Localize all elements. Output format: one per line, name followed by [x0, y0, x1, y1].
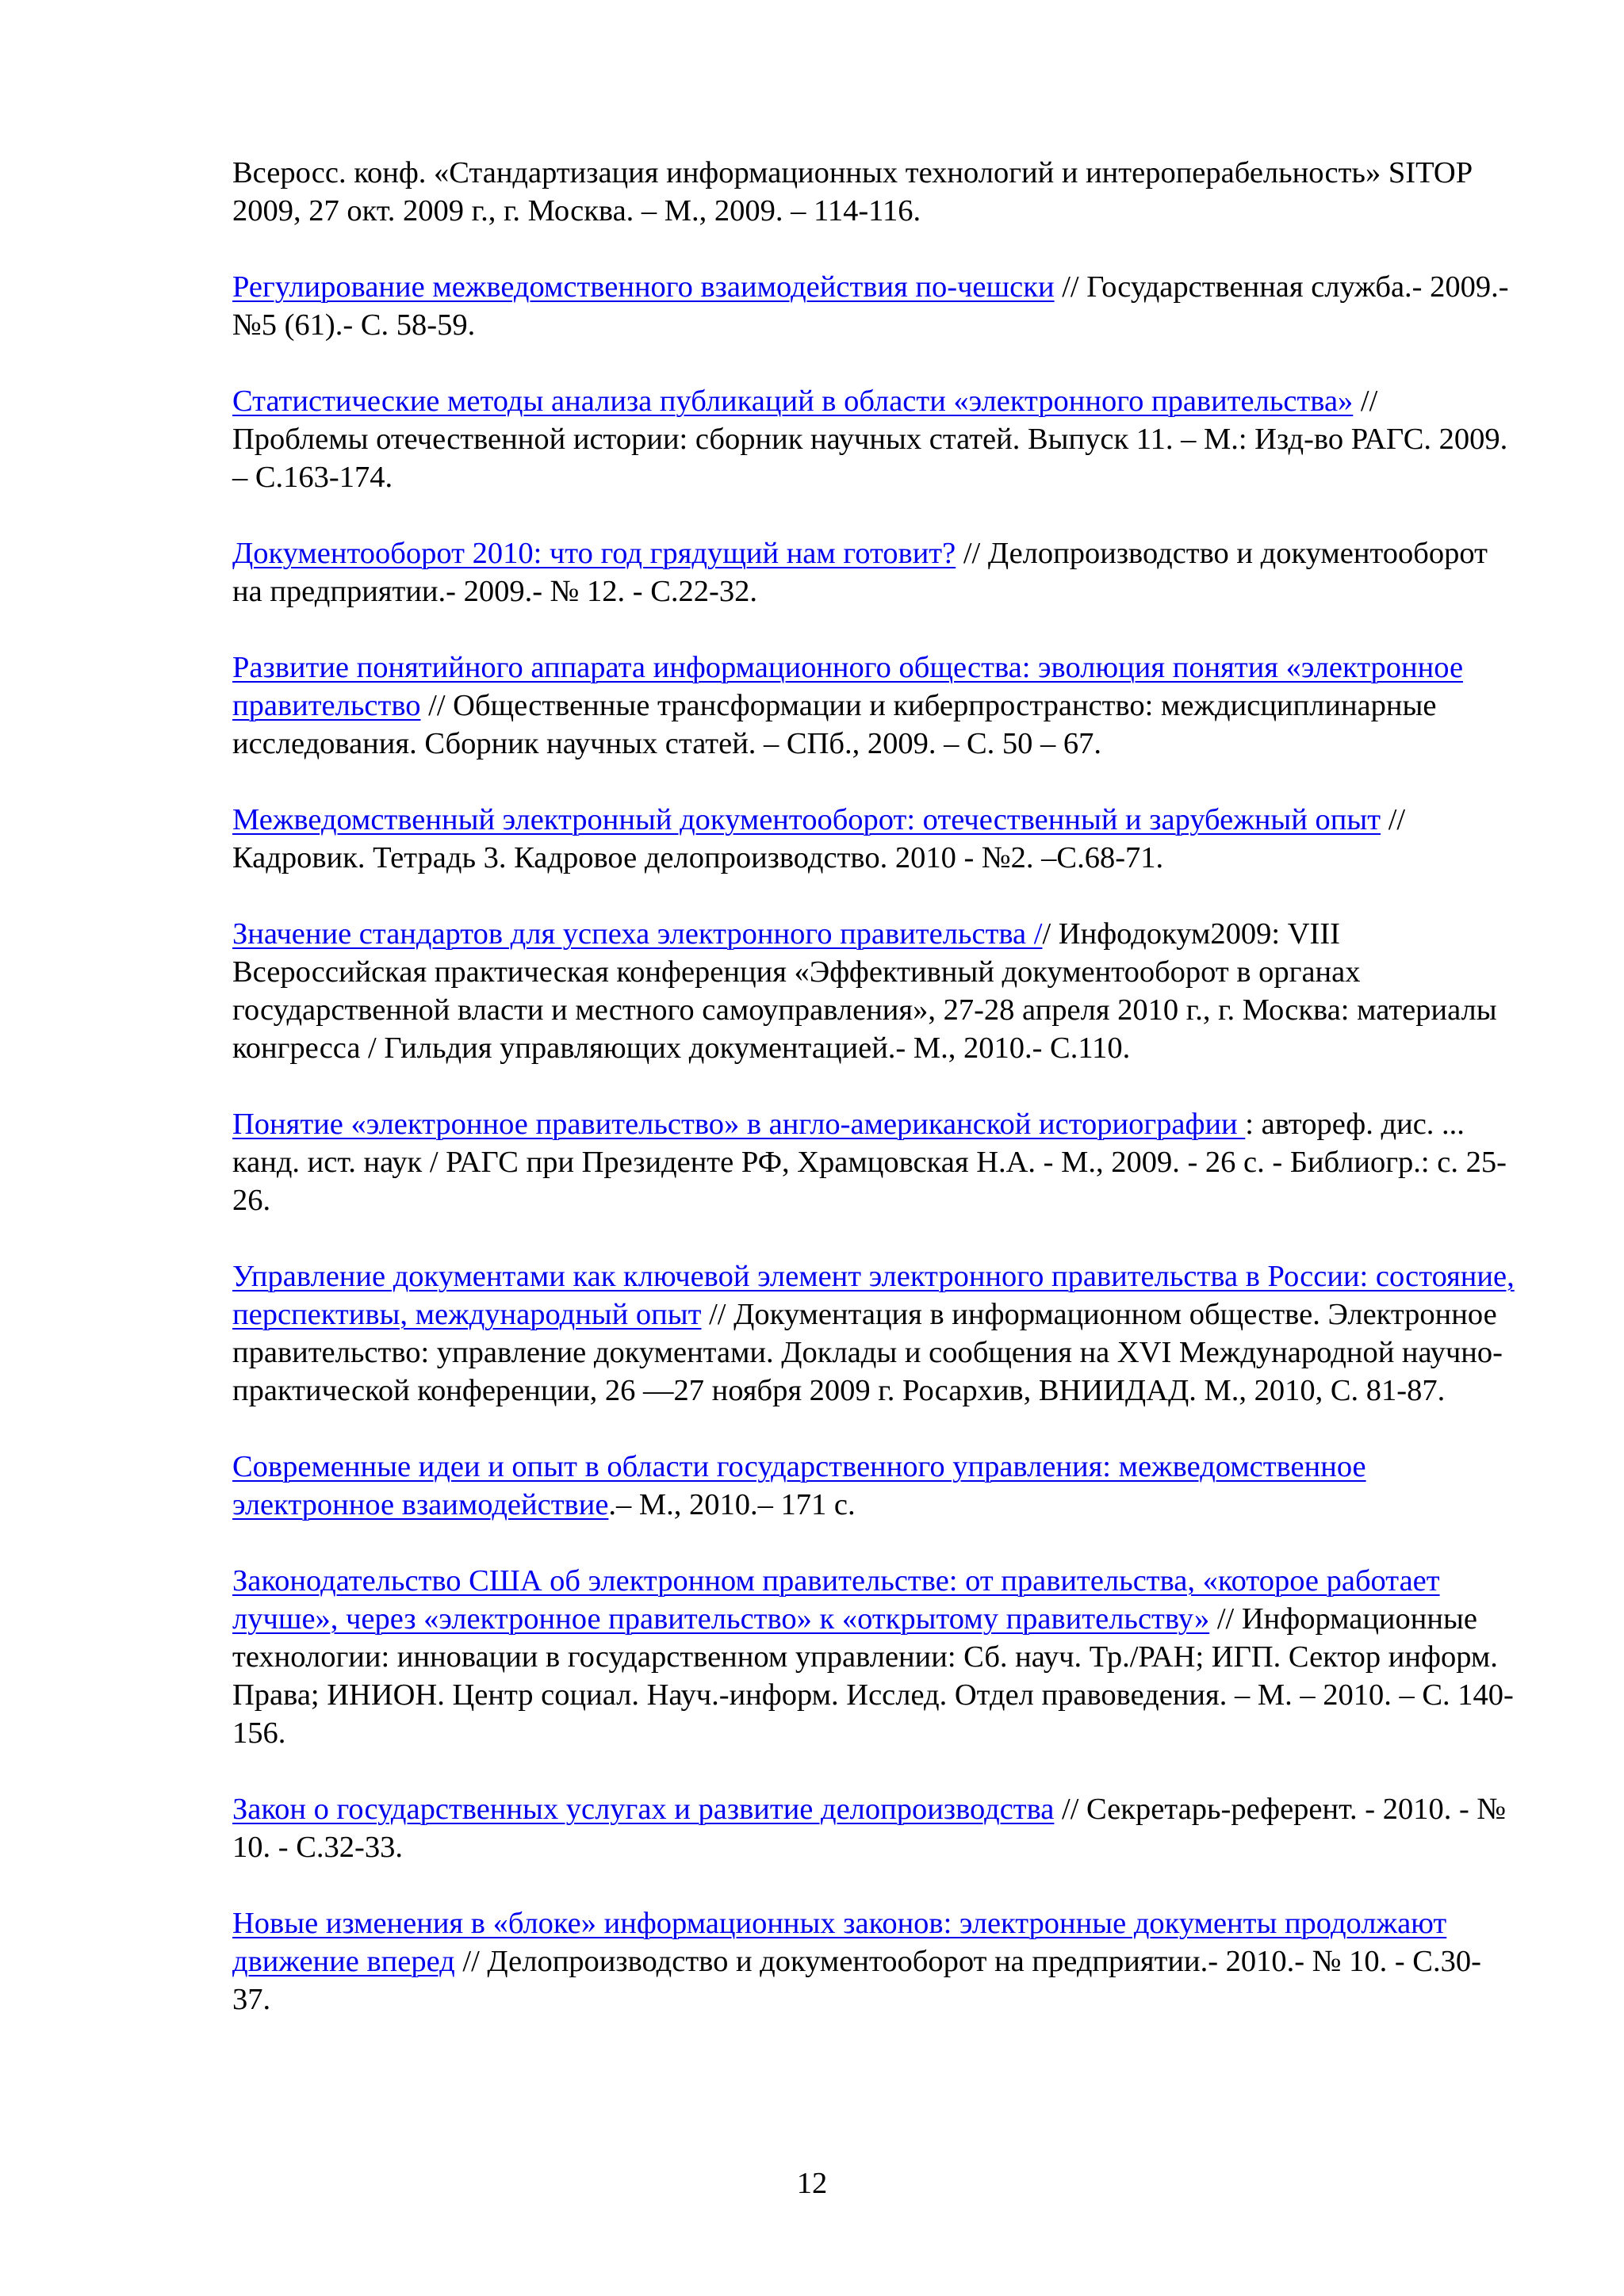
bibliography-entry: [232, 534, 1517, 610]
entry-citation: : автореф. дис. ... канд. ист. наук / РАГС при Президенте РФ, Храмцовская Н.А. - М., 2009. - 26 с. - Библиогр.: с. 25-26.: [232, 1108, 1507, 1217]
bibliography-entry: [232, 649, 1517, 763]
entry-citation: // Государственная служба.- 2009.- №5 (61).- С. 58-59.: [232, 270, 1509, 342]
entry-citation: // Делопроизводство и документооборот на предприятии.- 2010.- № 10. - С.30-37.: [232, 1945, 1481, 2016]
entry-link[interactable]: Документооборот 2010: что год грядущий нам готовит?: [232, 537, 956, 570]
bibliography-entry: [232, 801, 1517, 877]
bibliography-entry: [232, 1257, 1517, 1410]
bibliography-entry: [232, 1562, 1517, 1752]
bibliography-entry: [232, 1105, 1517, 1219]
bibliography-entry: [232, 382, 1517, 496]
entry-citation: // Информационные технологии: инновации в государственном управлении: Сб. науч. Тр./РАН; ИГП. Сектор информ. Права; ИНИОН. Центр социал. Науч.-информ. Исслед. Отдел правоведения. – М. – 2010. – С. 140-156.: [232, 1602, 1514, 1750]
entry-link[interactable]: Понятие «электронное правительство» в англо-американской историографии: [232, 1108, 1246, 1141]
entry-citation: // Проблемы отечественной истории: сборник научных статей. Выпуск 11. – М.: Изд-во РАГС. 2009. – С.163-174.: [232, 385, 1508, 494]
entry-citation: .– М., 2010.– 171 с.: [608, 1488, 856, 1521]
entry-link[interactable]: Значение стандартов для успеха электронного правительства /: [232, 917, 1043, 951]
entry-citation: // Делопроизводство и документооборот на предприятии.- 2009.- № 12. - С.22-32.: [232, 537, 1488, 608]
entry-link[interactable]: Закон о государственных услугах и развитие делопроизводства: [232, 1793, 1055, 1826]
bibliography-entry: [232, 268, 1517, 344]
entry-citation: // Секретарь-референт. - 2010. - № 10. - С.32-33.: [232, 1793, 1507, 1864]
entry-citation: / Инфодокум2009: VIII Всероссийская практическая конференция «Эффективный документооборот в органах государственной власти и местного самоуправления», 27-28 апреля 2010 г., г. Москва: материалы конгресса / Гильдия управляющих документацией.- М., 2010.- С.110.: [232, 917, 1497, 1065]
entry-link[interactable]: Развитие понятийного аппарата информационного общества: эволюция понятия «электронное правительство: [232, 651, 1464, 722]
entry-link[interactable]: Законодательство США об электронном правительстве: от правительства, «которое работает лучше», через «электронное правительство» к «открытому правительству»: [232, 1564, 1440, 1636]
entry-citation: // Документация в информационном обществе. Электронное правительство: управление документами. Доклады и сообщения на XVI Международной научно-практической конференции, 26 —27 ноября 2009 г. Росархив, ВНИИДАД. М., 2010, С. 81-87.: [232, 1298, 1503, 1407]
entry-link[interactable]: Регулирование межведомственного взаимодействия по-чешски: [232, 270, 1055, 304]
entry-citation: // Общественные трансформации и киберпространство: междисциплинарные исследования. Сборник научных статей. – СПб., 2009. – С. 50 – 67.: [232, 689, 1437, 760]
entry-link[interactable]: Современные идеи и опыт в области государственного управления: межведомственное электронное взаимодействие: [232, 1450, 1366, 1521]
bibliography-entry: [232, 1904, 1517, 2019]
bibliography-entry: [232, 154, 1517, 230]
bibliography-list: [232, 154, 1517, 2057]
bibliography-entry: [232, 1790, 1517, 1866]
entry-citation: // Кадровик. Тетрадь 3. Кадровое делопроизводство. 2010 - №2. –С.68-71.: [232, 803, 1406, 874]
entry-link[interactable]: Статистические методы анализа публикаций в области «электронного правительства»: [232, 385, 1354, 418]
page-number: 12: [796, 2167, 828, 2200]
bibliography-entry: [232, 915, 1517, 1067]
entry-citation: Всеросс. конф. «Стандартизация информационных технологий и интероперабельность» SITOP 2009, 27 окт. 2009 г., г. Москва. – М., 2009. – 114-116.: [232, 156, 1472, 228]
entry-link[interactable]: Межведомственный электронный документооборот: отечественный и зарубежный опыт: [232, 803, 1381, 836]
bibliography-entry: [232, 1448, 1517, 1524]
entry-link[interactable]: Новые изменения в «блоке» информационных законов: электронные документы продолжают движение вперед: [232, 1907, 1447, 1978]
entry-link[interactable]: Управление документами как ключевой элемент электронного правительства в России: состояние, перспективы, международный опыт: [232, 1260, 1515, 1331]
